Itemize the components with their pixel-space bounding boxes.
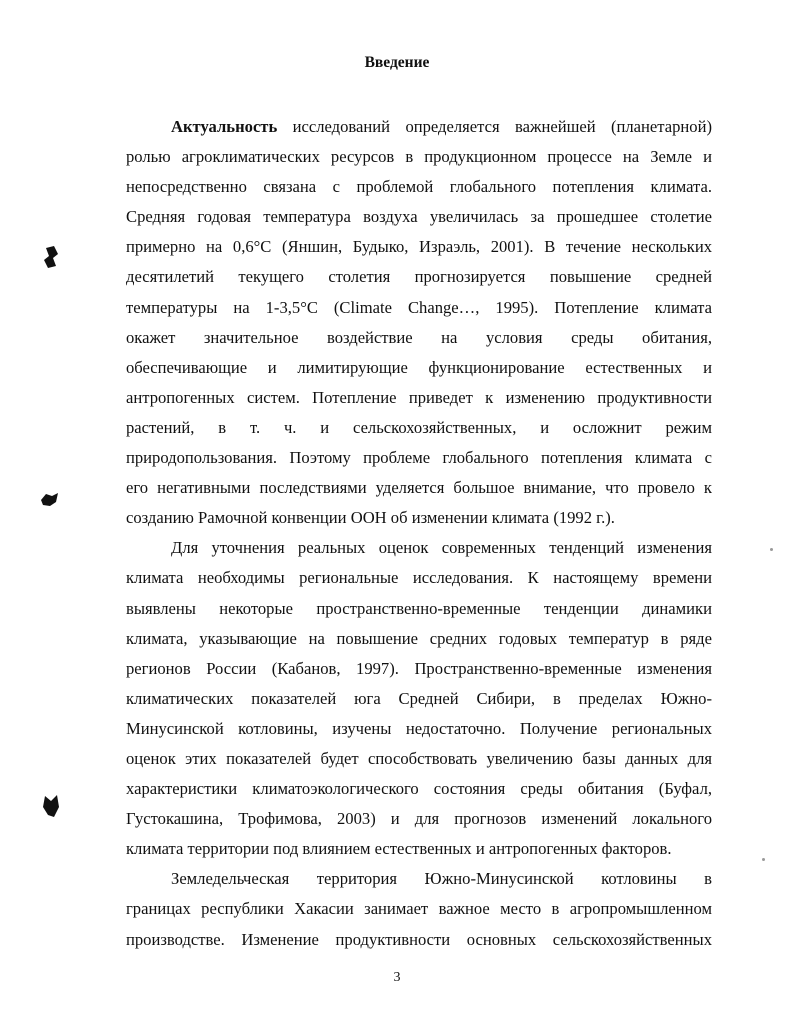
body-text [126, 112, 712, 955]
paragraph-line: климата, указывающие на повышение средних годовых температур в ряде [126, 628, 712, 648]
paragraph-line: климатических показателей юга Средней Сибири, в пределах Южно- [126, 688, 712, 708]
paragraph-line: климата необходимы региональные исследования. К настоящему времени [126, 568, 712, 588]
paragraph-line: десятилетий текущего столетия прогнозируется повышение средней [126, 267, 712, 287]
scan-artifact-mark [40, 244, 62, 270]
paragraph-line: окажет значительное воздействие на условия среды обитания, [126, 327, 712, 347]
paragraph-line: его негативными последствиями уделяется большое внимание, что провело к [126, 478, 712, 498]
paragraph-line: характеристики климатоэкологического состояния среды обитания (Буфал, [126, 779, 712, 799]
paragraph-line: Средняя годовая температура воздуха увеличилась за прошедшее столетие [126, 207, 712, 227]
paragraph-line: производстве. Изменение продуктивности основных сельскохозяйственных [126, 929, 712, 949]
paragraph-line: Земледельческая территория Южно-Минусинской котловины в [171, 869, 712, 889]
paragraph-line: границах республики Хакасии занимает важное место в агропромышленном [126, 899, 712, 919]
scan-artifact-mark [38, 488, 60, 514]
paragraph-line: выявлены некоторые пространственно-временные тенденции динамики [126, 598, 712, 618]
paragraph-line: примерно на 0,6°С (Яншин, Будыко, Израэль, 2001). В течение нескольких [126, 237, 712, 257]
page-number: 3 [393, 970, 401, 985]
paragraph-line: оценок этих показателей будет способствовать увеличению базы данных для [126, 748, 712, 768]
paragraph-line: температуры на 1-3,5°С (Climate Change…, 1995). Потепление климата [126, 297, 712, 317]
scan-artifact-mark [40, 793, 62, 819]
paragraph-line: Актуальность исследований определяется важнейшей (планетарной) [171, 117, 712, 136]
paragraph-line: Густокашина, Трофимова, 2003) и для прогнозов изменений локального [126, 809, 712, 829]
paragraph-line: Минусинской котловины, изучены недостаточно. Получение региональных [126, 718, 712, 738]
paragraph-line: антропогенных систем. Потепление приведет к изменению продуктивности [126, 387, 712, 407]
paragraph-line: природопользования. Поэтому проблеме глобального потепления климата с [126, 448, 712, 468]
paragraph-line: обеспечивающие и лимитирующие функционирование естественных и [126, 357, 712, 377]
page-title: Введение [364, 54, 430, 71]
scan-speck [770, 548, 773, 551]
scan-speck [762, 858, 765, 861]
paragraph-line: непосредственно связана с проблемой глобального потепления климата. [126, 177, 712, 197]
paragraph-line: Для уточнения реальных оценок современных тенденций изменения [171, 538, 712, 558]
paragraph-line: регионов России (Кабанов, 1997). Пространственно-временные изменения [126, 658, 712, 678]
paragraph-line: ролью агроклиматических ресурсов в продукционном процессе на Земле и [126, 147, 712, 167]
paragraph-line: созданию Рамочной конвенции ООН об изменении климата (1992 г.). [126, 508, 615, 528]
bold-term: Актуальность [171, 117, 278, 136]
paragraph-line: климата территории под влиянием естественных и антропогенных факторов. [126, 839, 672, 859]
paragraph-line: растений, в т. ч. и сельскохозяйственных, и осложнит режим [126, 417, 712, 437]
